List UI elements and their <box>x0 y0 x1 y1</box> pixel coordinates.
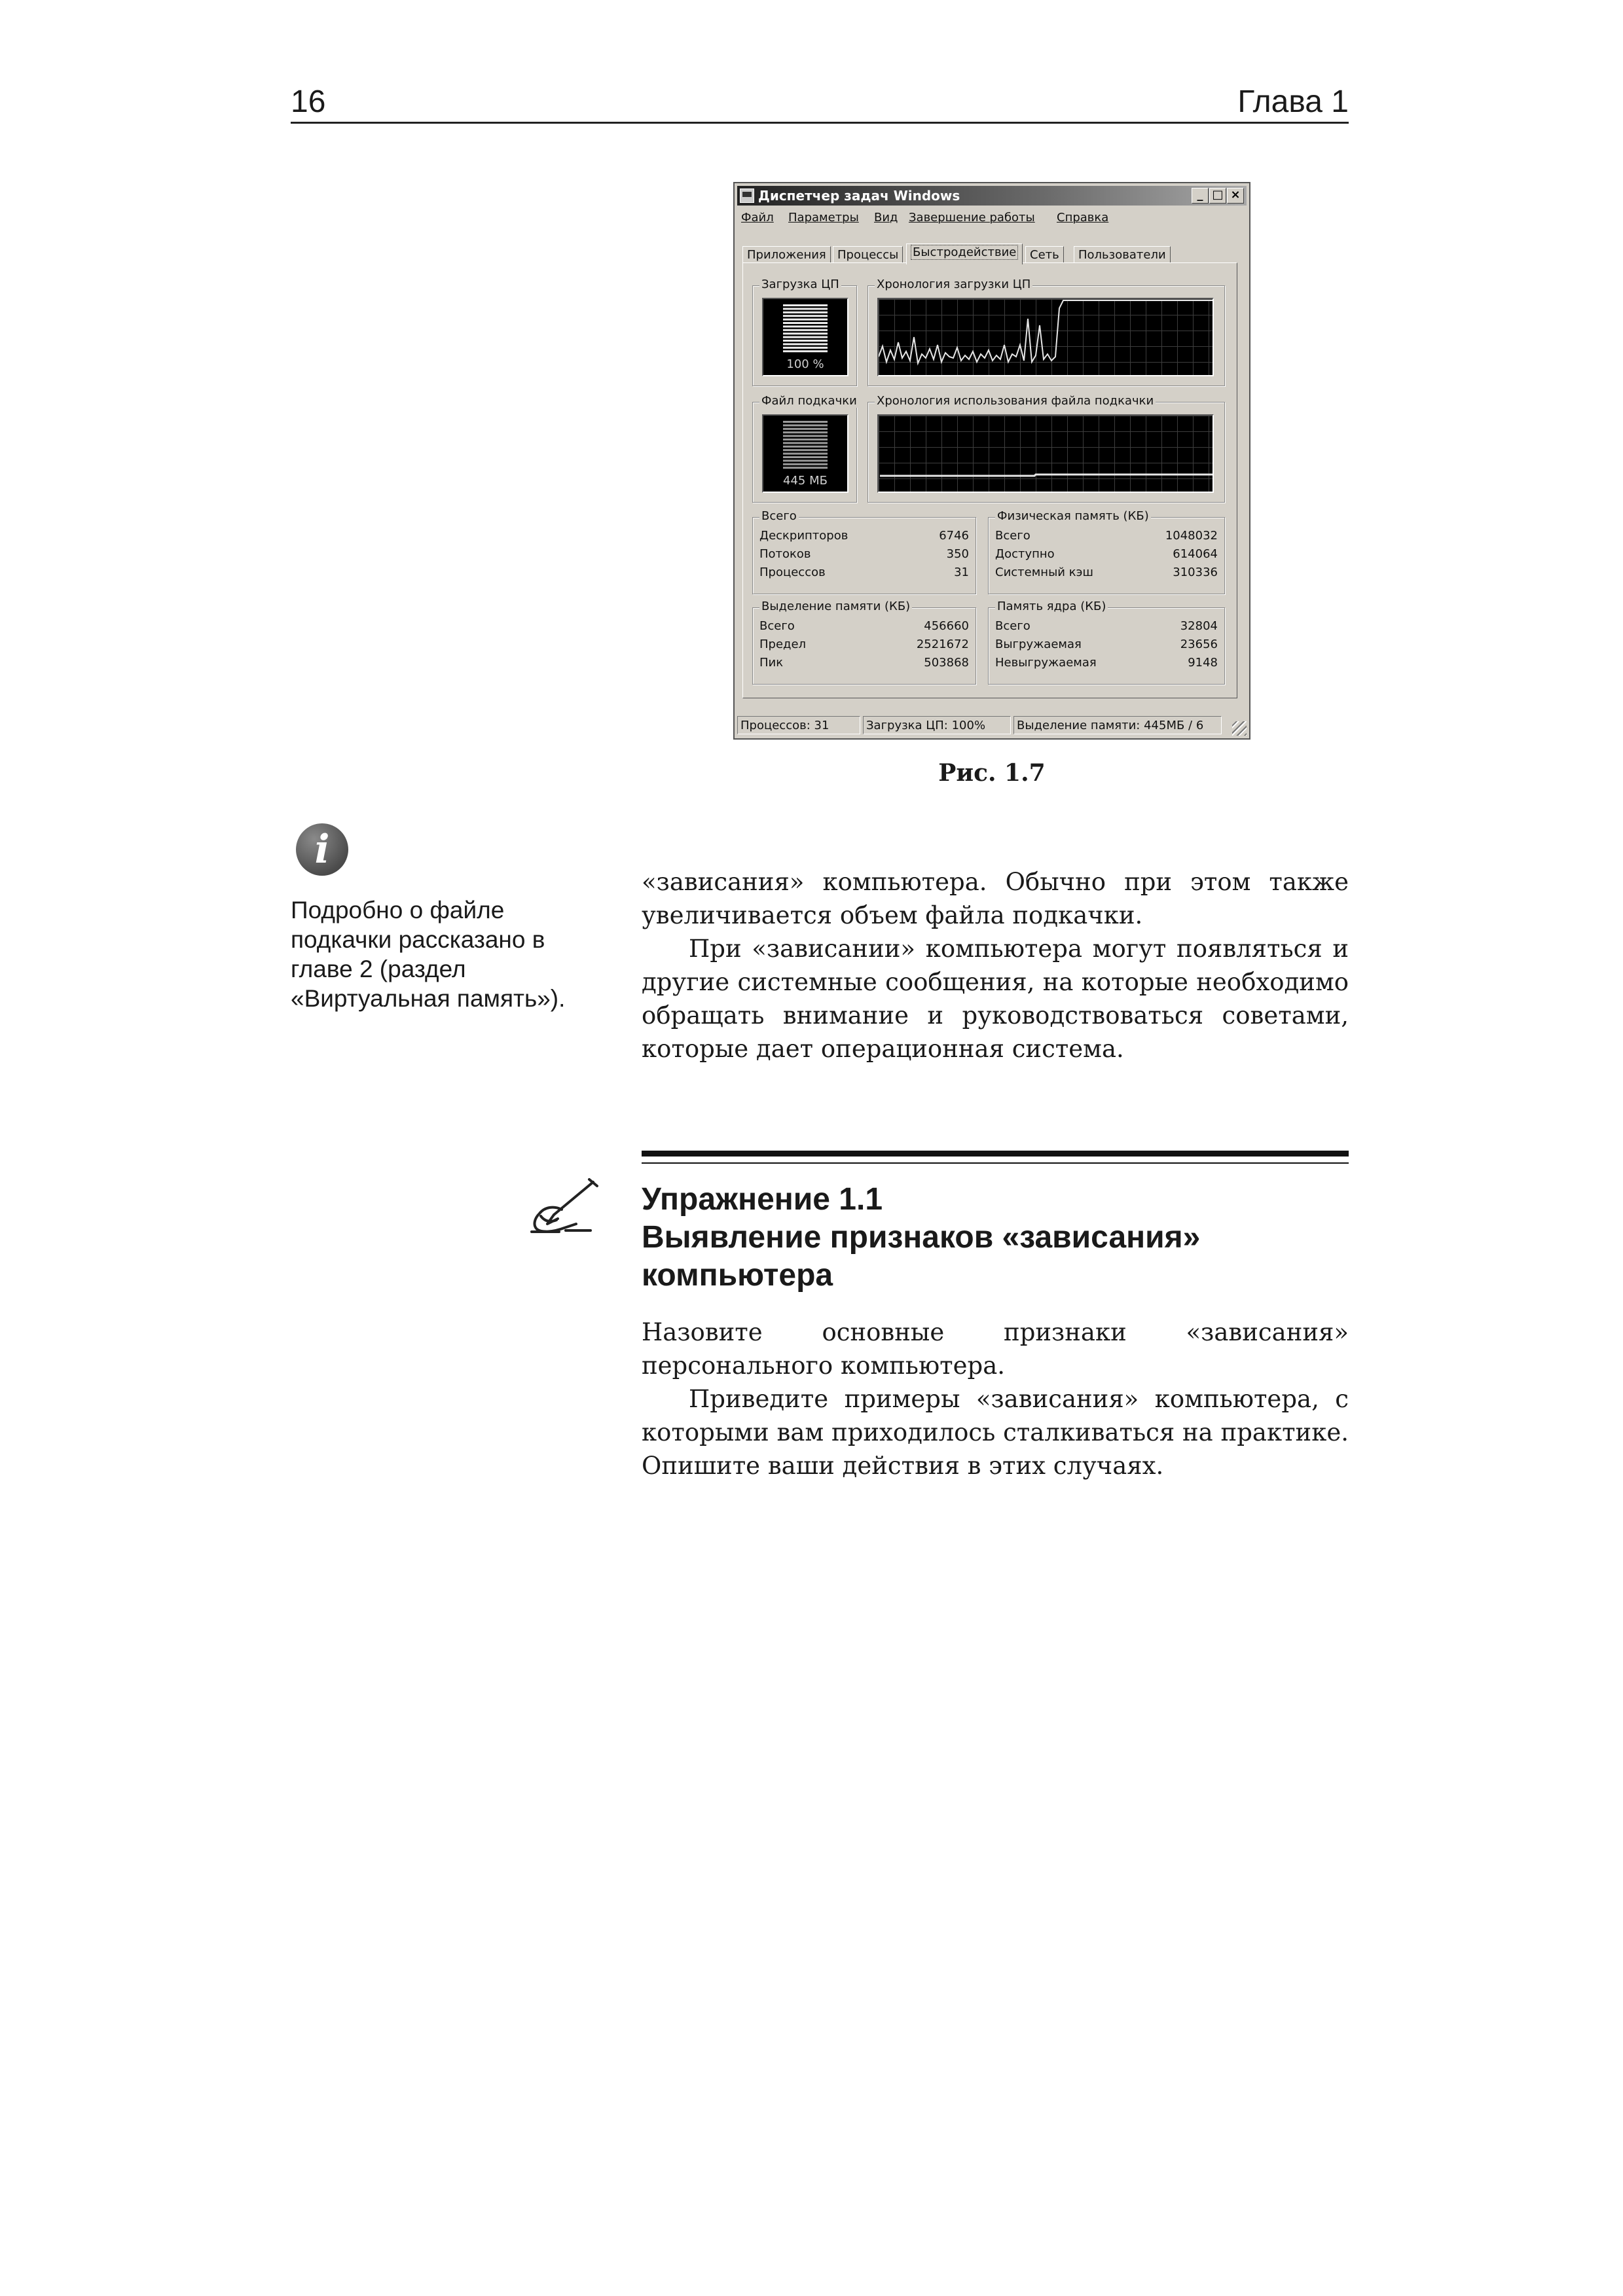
cpu-usage-value: 100 % <box>786 357 824 371</box>
cpu-usage-label: Загрузка ЦП <box>759 278 841 291</box>
tab-processes[interactable]: Процессы <box>833 246 903 263</box>
paragraph: Назовите основные признаки «зависания» персонального компьютера. <box>642 1318 1349 1380</box>
commit-charge-group <box>752 600 976 685</box>
row-value: 31 <box>954 565 969 579</box>
row-value: 2521672 <box>916 637 969 651</box>
row-key: Предел <box>759 637 807 651</box>
row-key: Пик <box>759 656 784 670</box>
side-note: Подробно о файле подкачки рассказано в главе 2 (раздел «Виртуальная память»). <box>291 897 566 1012</box>
meter-cell <box>783 332 828 334</box>
maximize-button[interactable]: □ <box>1209 188 1226 204</box>
cpu-history-graph <box>877 298 1214 376</box>
kernel-memory-group <box>988 600 1225 685</box>
tab-network[interactable]: Сеть <box>1025 246 1064 263</box>
totals-table <box>759 527 969 582</box>
commit-charge-label: Выделение памяти (КБ) <box>759 600 912 613</box>
kernel-memory-row <box>995 617 1218 636</box>
close-button[interactable]: × <box>1227 188 1244 204</box>
exercise-heading <box>642 1181 1349 1295</box>
commit-charge-table <box>759 617 969 672</box>
meter-cell <box>783 350 828 352</box>
performance-pane <box>742 262 1237 698</box>
meter-cell <box>783 325 828 327</box>
meter-cell <box>783 456 828 458</box>
exercise-rule-thin <box>642 1162 1349 1164</box>
pagefile-history-label: Хронология использования файла подкачки <box>875 395 1156 408</box>
tab-applications[interactable]: Приложения <box>742 246 831 263</box>
physical-memory-label: Физическая память (КБ) <box>995 510 1151 523</box>
menu-shutdown[interactable]: Завершение работы <box>909 211 1035 224</box>
row-key: Потоков <box>759 547 811 561</box>
row-value: 32804 <box>1180 619 1218 633</box>
cpu-history-svg <box>879 299 1213 375</box>
status-cpu: Загрузка ЦП: 100% <box>863 716 1011 734</box>
commit-charge-row <box>759 654 969 672</box>
cpu-history-group <box>867 278 1225 386</box>
meter-cell <box>783 431 828 433</box>
exercise-number: Упражнение 1.1 <box>642 1182 883 1217</box>
status-processes: Процессов: 31 <box>737 716 860 734</box>
meter-cell <box>783 467 828 469</box>
meter-cell <box>783 463 828 465</box>
pagefile-meter <box>762 414 848 493</box>
cpu-usage-meter <box>762 298 848 376</box>
row-value: 23656 <box>1180 637 1218 651</box>
totals-row <box>759 527 969 545</box>
physical-memory-table <box>995 527 1218 582</box>
kernel-memory-label: Память ядра (КБ) <box>995 600 1108 613</box>
status-bar <box>737 715 1247 736</box>
pagefile-group <box>752 394 857 503</box>
row-value: 503868 <box>924 656 969 670</box>
row-value: 614064 <box>1173 547 1218 561</box>
meter-cell <box>783 312 828 314</box>
page-number: 16 <box>291 84 326 119</box>
window-title-bar <box>737 186 1247 206</box>
physical-memory-row <box>995 545 1218 564</box>
meter-cell <box>783 347 828 349</box>
pagefile-history-svg <box>879 416 1213 492</box>
row-key: Системный кэш <box>995 565 1093 579</box>
commit-charge-row <box>759 617 969 636</box>
meter-cell <box>783 340 828 342</box>
meter-cell <box>783 435 828 437</box>
tab-performance-label: Быстродействие <box>911 245 1018 260</box>
cpu-history-label: Хронология загрузки ЦП <box>875 278 1032 291</box>
paragraph: «зависания» компьютера. Обычно при этом также увеличивается объем файла подкачки. <box>642 868 1349 929</box>
menu-file[interactable]: Файл <box>741 211 774 224</box>
exercise-title: Выявление признаков «зависания» компьютера <box>642 1220 1201 1293</box>
meter-cell <box>783 319 828 321</box>
meter-cell <box>783 322 828 324</box>
physical-memory-row <box>995 564 1218 582</box>
meter-cell <box>783 442 828 444</box>
meter-cell <box>783 308 828 310</box>
totals-row <box>759 564 969 582</box>
tab-strip <box>742 243 1240 263</box>
info-icon: i <box>296 823 348 876</box>
row-value: 310336 <box>1173 565 1218 579</box>
meter-cell <box>783 459 828 461</box>
totals-label: Всего <box>759 510 799 523</box>
totals-group <box>752 509 976 594</box>
tab-performance[interactable] <box>906 243 1023 264</box>
meter-cell <box>783 424 828 426</box>
tab-users[interactable]: Пользователи <box>1074 246 1171 263</box>
menu-help[interactable]: Справка <box>1057 211 1109 224</box>
kernel-memory-table <box>995 617 1218 672</box>
row-key: Невыгружаемая <box>995 656 1097 670</box>
task-manager-app-icon <box>740 188 754 203</box>
pagefile-label: Файл подкачки <box>759 395 859 408</box>
figure-caption: Рис. 1.7 <box>938 759 1046 787</box>
meter-cell <box>783 439 828 440</box>
paragraph: Приведите примеры «зависания» компьютера, с которыми вам приходилось сталкиваться на практике. Опишите ваши действия в этих случаях. <box>642 1385 1349 1480</box>
meter-cell <box>783 336 828 338</box>
physical-memory-group <box>988 509 1225 594</box>
pencil-hand-icon <box>528 1178 600 1237</box>
physical-memory-row <box>995 527 1218 545</box>
pagefile-history-group <box>867 394 1225 503</box>
exercise-rule-thick <box>642 1151 1349 1157</box>
chapter-title: Глава 1 <box>1237 84 1349 119</box>
row-value: 1048032 <box>1165 529 1218 543</box>
meter-cell <box>783 329 828 331</box>
minimize-button[interactable]: _ <box>1192 188 1209 204</box>
row-key: Всего <box>995 619 1030 633</box>
task-manager-window <box>733 182 1250 740</box>
pagefile-value: 445 МБ <box>783 474 828 488</box>
meter-cell <box>783 421 828 423</box>
row-key: Всего <box>995 529 1030 543</box>
paragraph: При «зависании» компьютера могут появляться и другие системные сообщения, на которые необходимо обращать внимание и руководствоваться советами, которые дает операционная система. <box>642 935 1349 1063</box>
exercise-text <box>642 1316 1349 1482</box>
row-key: Дескрипторов <box>759 529 848 543</box>
kernel-memory-row <box>995 636 1218 654</box>
menu-view[interactable]: Вид <box>874 211 898 224</box>
header-rule <box>291 122 1349 124</box>
row-value: 9148 <box>1188 656 1218 670</box>
menu-options[interactable]: Параметры <box>788 211 859 224</box>
meter-cell <box>783 428 828 430</box>
kernel-memory-row <box>995 654 1218 672</box>
cpu-history-line <box>879 300 1213 363</box>
pagefile-history-line <box>880 475 1213 476</box>
commit-charge-row <box>759 636 969 654</box>
body-text <box>642 865 1349 1066</box>
totals-row <box>759 545 969 564</box>
row-value: 456660 <box>924 619 969 633</box>
window-title: Диспетчер задач Windows <box>758 188 960 204</box>
meter-cell <box>783 453 828 455</box>
pagefile-history-graph <box>877 414 1214 493</box>
meter-cell <box>783 343 828 345</box>
meter-cell <box>783 315 828 317</box>
meter-cell <box>783 304 828 306</box>
cpu-usage-group <box>752 278 857 386</box>
row-value: 6746 <box>939 529 969 543</box>
row-value: 350 <box>946 547 969 561</box>
meter-cell <box>783 449 828 451</box>
meter-cell <box>783 446 828 448</box>
status-commit: Выделение памяти: 445МБ / 6 <box>1013 716 1222 734</box>
row-key: Выгружаемая <box>995 637 1082 651</box>
row-key: Всего <box>759 619 795 633</box>
resize-grip[interactable] <box>1232 721 1247 736</box>
row-key: Доступно <box>995 547 1055 561</box>
row-key: Процессов <box>759 565 826 579</box>
